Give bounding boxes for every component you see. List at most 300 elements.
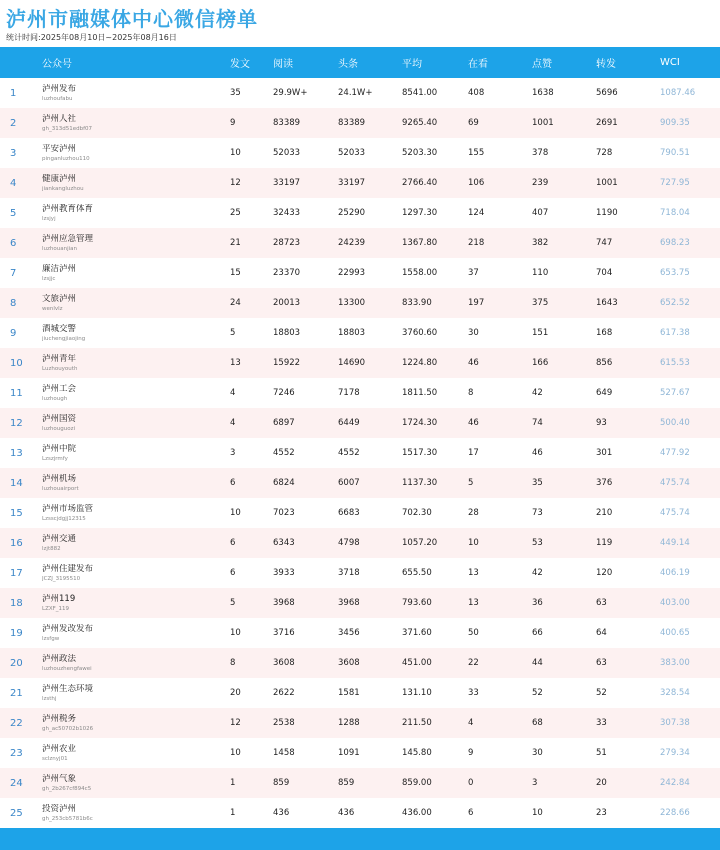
cell-posts: 8: [230, 658, 236, 668]
cell-reads: 28723: [273, 238, 301, 248]
account-id: Lzszjrmfy: [42, 455, 68, 462]
cell-rank: 2: [10, 117, 17, 129]
cell-average: 1517.30: [402, 448, 438, 458]
cell-top: 18803: [338, 328, 366, 338]
cell-average: 9265.40: [402, 118, 438, 128]
cell-watching: 218: [468, 238, 485, 248]
cell-reads: 29.9W+: [273, 88, 308, 98]
account-name[interactable]: 泸州农业: [42, 743, 77, 754]
cell-average: 5203.30: [402, 148, 438, 158]
cell-reads: 32433: [273, 208, 301, 218]
cell-likes: 74: [532, 418, 543, 428]
column-header-wci[interactable]: WCI: [660, 57, 680, 68]
cell-reads: 7023: [273, 508, 295, 518]
cell-posts: 24: [230, 298, 241, 308]
table-row[interactable]: [0, 648, 720, 678]
cell-shares: 63: [596, 598, 607, 608]
cell-average: 1224.80: [402, 358, 438, 368]
account-name[interactable]: 文旅泸州: [42, 293, 77, 304]
table-row[interactable]: [0, 678, 720, 708]
account-name[interactable]: 泸州税务: [42, 713, 77, 724]
table-row[interactable]: [0, 108, 720, 138]
column-header-shares[interactable]: 转发: [596, 59, 616, 70]
cell-posts: 25: [230, 208, 241, 218]
table-row[interactable]: [0, 168, 720, 198]
cell-shares: 649: [596, 388, 613, 398]
cell-reads: 15922: [273, 358, 301, 368]
table-row[interactable]: [0, 618, 720, 648]
cell-rank: 3: [10, 147, 17, 159]
cell-account[interactable]: [42, 444, 230, 463]
cell-watching: 22: [468, 658, 479, 668]
cell-wci: 400.65: [660, 628, 690, 638]
account-id: jiankangluzhou: [42, 185, 84, 192]
account-name[interactable]: 泸州生态环境: [42, 683, 94, 694]
account-id: lzsthj: [42, 695, 57, 702]
cell-rank: 14: [10, 477, 23, 489]
cell-likes: 1001: [532, 118, 554, 128]
account-id: luzhouguozi: [42, 425, 75, 432]
cell-posts: 20: [230, 688, 241, 698]
cell-rank: 20: [10, 657, 23, 669]
cell-likes: 36: [532, 598, 543, 608]
table-row[interactable]: [0, 318, 720, 348]
cell-average: 211.50: [402, 718, 432, 728]
account-id: luzhouzhengfawei: [42, 665, 92, 672]
cell-reads: 23370: [273, 268, 301, 278]
cell-average: 145.80: [402, 748, 432, 758]
cell-shares: 747: [596, 238, 613, 248]
cell-watching: 0: [468, 778, 474, 788]
cell-rank: 17: [10, 567, 23, 579]
cell-watching: 46: [468, 358, 479, 368]
cell-shares: 5696: [596, 88, 618, 98]
cell-account[interactable]: [42, 294, 230, 313]
cell-posts: 10: [230, 508, 241, 518]
cell-likes: 66: [532, 628, 543, 638]
cell-shares: 23: [596, 808, 607, 818]
cell-posts: 6: [230, 478, 236, 488]
cell-shares: 51: [596, 748, 607, 758]
cell-rank: 16: [10, 537, 23, 549]
account-id: LZXF_119: [42, 605, 70, 612]
cell-wci: 279.34: [660, 748, 690, 758]
cell-watching: 37: [468, 268, 479, 278]
cell-reads: 436: [273, 808, 290, 818]
cell-wci: 228.66: [660, 808, 690, 818]
cell-wci: 406.19: [660, 568, 690, 578]
table-row[interactable]: [0, 198, 720, 228]
cell-account[interactable]: [42, 204, 230, 223]
cell-posts: 35: [230, 88, 241, 98]
cell-reads: 3933: [273, 568, 295, 578]
cell-average: 859.00: [402, 778, 432, 788]
cell-watching: 155: [468, 148, 485, 158]
account-id: luzhouairport: [42, 485, 79, 492]
cell-reads: 3968: [273, 598, 295, 608]
cell-reads: 33197: [273, 178, 301, 188]
table-row[interactable]: [0, 288, 720, 318]
cell-shares: 704: [596, 268, 613, 278]
cell-likes: 44: [532, 658, 543, 668]
cell-reads: 52033: [273, 148, 301, 158]
account-name[interactable]: 泸州发布: [42, 83, 77, 94]
cell-account[interactable]: [42, 114, 230, 133]
account-id: jiuchengjiaojing: [42, 335, 86, 342]
cell-posts: 10: [230, 628, 241, 638]
cell-wci: 307.38: [660, 718, 690, 728]
account-id: luzhouanjian: [42, 245, 78, 252]
cell-likes: 35: [532, 478, 543, 488]
cell-average: 702.30: [402, 508, 432, 518]
cell-account[interactable]: [42, 504, 230, 523]
cell-likes: 30: [532, 748, 543, 758]
cell-watching: 8: [468, 388, 474, 398]
cell-rank: 5: [10, 207, 17, 219]
cell-watching: 28: [468, 508, 479, 518]
account-name[interactable]: 泸州住建发布: [42, 563, 94, 574]
account-id: lzsfgw: [42, 635, 60, 642]
cell-wci: 242.84: [660, 778, 690, 788]
cell-likes: 151: [532, 328, 549, 338]
cell-likes: 10: [532, 808, 543, 818]
account-name[interactable]: 泸州交通: [42, 533, 77, 544]
cell-likes: 110: [532, 268, 549, 278]
column-header-watching[interactable]: 在看: [468, 59, 488, 70]
account-name[interactable]: 泸州发改发布: [42, 623, 94, 634]
cell-rank: 10: [10, 357, 23, 369]
cell-average: 1057.20: [402, 538, 438, 548]
account-id: lzsjyj: [42, 215, 56, 222]
cell-account[interactable]: [42, 264, 230, 283]
account-id: gh_ac50702b1026: [42, 725, 94, 732]
table-row[interactable]: [0, 138, 720, 168]
table-header: [0, 47, 720, 78]
cell-likes: 68: [532, 718, 543, 728]
cell-likes: 407: [532, 208, 549, 218]
cell-posts: 13: [230, 358, 241, 368]
cell-likes: 73: [532, 508, 543, 518]
table-row[interactable]: [0, 78, 720, 108]
cell-account[interactable]: [42, 774, 230, 793]
cell-wci: 475.74: [660, 478, 690, 488]
account-name[interactable]: 泸州中院: [42, 443, 77, 454]
cell-wci: 617.38: [660, 328, 690, 338]
table-row[interactable]: [0, 228, 720, 258]
account-name[interactable]: 泸州工会: [42, 383, 77, 394]
cell-watching: 5: [468, 478, 474, 488]
account-name[interactable]: 泸州教育体育: [42, 203, 94, 214]
cell-wci: 383.00: [660, 658, 690, 668]
cell-top: 4798: [338, 538, 360, 548]
cell-rank: 22: [10, 717, 23, 729]
cell-posts: 6: [230, 568, 236, 578]
column-header-likes[interactable]: 点赞: [532, 59, 552, 70]
cell-watching: 50: [468, 628, 479, 638]
account-name[interactable]: 廉洁泸州: [42, 263, 77, 274]
cell-top: 1091: [338, 748, 360, 758]
cell-rank: 19: [10, 627, 23, 639]
cell-shares: 856: [596, 358, 613, 368]
account-name[interactable]: 泸州市场监管: [42, 503, 94, 514]
cell-top: 859: [338, 778, 355, 788]
cell-wci: 328.54: [660, 688, 690, 698]
table-row[interactable]: [0, 558, 720, 588]
cell-watching: 30: [468, 328, 479, 338]
cell-reads: 3608: [273, 658, 295, 668]
cell-top: 14690: [338, 358, 366, 368]
cell-posts: 4: [230, 388, 236, 398]
column-header-average[interactable]: 平均: [402, 59, 422, 70]
cell-rank: 1: [10, 87, 17, 99]
account-id: wenlvlz: [42, 305, 63, 312]
cell-wci: 718.04: [660, 208, 690, 218]
cell-watching: 33: [468, 688, 479, 698]
cell-posts: 10: [230, 148, 241, 158]
cell-account[interactable]: [42, 234, 230, 253]
cell-likes: 375: [532, 298, 549, 308]
cell-average: 793.60: [402, 598, 432, 608]
cell-reads: 3716: [273, 628, 295, 638]
cell-average: 833.90: [402, 298, 432, 308]
cell-shares: 1190: [596, 208, 618, 218]
cell-rank: 7: [10, 267, 17, 279]
account-id: gh_313d51edbf07: [42, 125, 93, 132]
cell-account[interactable]: [42, 384, 230, 403]
cell-rank: 6: [10, 237, 17, 249]
cell-posts: 5: [230, 598, 236, 608]
cell-watching: 124: [468, 208, 485, 218]
page-subtitle: 统计时间:2025年08月10日~2025年08月16日: [6, 33, 177, 42]
cell-posts: 21: [230, 238, 241, 248]
account-name[interactable]: 泸州国资: [42, 413, 77, 424]
account-id: lzjt882: [42, 545, 61, 552]
account-id: sclznyj01: [42, 755, 68, 762]
cell-account[interactable]: [42, 84, 230, 103]
cell-shares: 301: [596, 448, 613, 458]
cell-likes: 378: [532, 148, 549, 158]
cell-likes: 239: [532, 178, 549, 188]
cell-wci: 475.74: [660, 508, 690, 518]
cell-top: 6683: [338, 508, 360, 518]
table-row[interactable]: [0, 768, 720, 798]
table-row[interactable]: [0, 438, 720, 468]
cell-average: 371.60: [402, 628, 432, 638]
cell-posts: 12: [230, 718, 241, 728]
cell-shares: 119: [596, 538, 613, 548]
page-header: [0, 0, 720, 47]
cell-top: 13300: [338, 298, 366, 308]
cell-watching: 106: [468, 178, 485, 188]
table-row[interactable]: [0, 468, 720, 498]
column-header-posts[interactable]: 发文: [230, 59, 250, 70]
cell-top: 25290: [338, 208, 366, 218]
cell-average: 1367.80: [402, 238, 438, 248]
cell-top: 22993: [338, 268, 366, 278]
cell-account[interactable]: [42, 624, 230, 643]
cell-reads: 6343: [273, 538, 295, 548]
table-row[interactable]: [0, 378, 720, 408]
cell-top: 52033: [338, 148, 366, 158]
cell-wci: 909.35: [660, 118, 690, 128]
cell-rank: 4: [10, 177, 17, 189]
table-row[interactable]: [0, 708, 720, 738]
account-name[interactable]: 泸州气象: [42, 773, 77, 784]
account-name[interactable]: 投资泸州: [42, 803, 77, 814]
cell-reads: 6897: [273, 418, 295, 428]
cell-posts: 1: [230, 808, 236, 818]
cell-likes: 382: [532, 238, 549, 248]
column-header-account[interactable]: 公众号: [42, 59, 72, 70]
cell-reads: 4552: [273, 448, 295, 458]
cell-reads: 2538: [273, 718, 295, 728]
cell-top: 3718: [338, 568, 360, 578]
cell-average: 131.10: [402, 688, 432, 698]
cell-posts: 12: [230, 178, 241, 188]
table-row[interactable]: [0, 498, 720, 528]
cell-account[interactable]: [42, 804, 230, 823]
table-row[interactable]: [0, 258, 720, 288]
account-name[interactable]: 酒城交警: [42, 323, 77, 334]
cell-top: 24239: [338, 238, 366, 248]
cell-account[interactable]: [42, 684, 230, 703]
account-id: gh_2b267cf894c5: [42, 785, 92, 792]
cell-account[interactable]: [42, 174, 230, 193]
table-row[interactable]: [0, 798, 720, 828]
cell-rank: 15: [10, 507, 23, 519]
cell-posts: 9: [230, 118, 236, 128]
cell-account[interactable]: [42, 564, 230, 583]
account-name[interactable]: 泸州应急管理: [42, 233, 94, 244]
cell-rank: 8: [10, 297, 17, 309]
cell-shares: 20: [596, 778, 607, 788]
cell-reads: 18803: [273, 328, 301, 338]
cell-rank: 18: [10, 597, 23, 609]
cell-top: 7178: [338, 388, 360, 398]
account-id: lzsjjc: [42, 275, 56, 282]
cell-shares: 33: [596, 718, 607, 728]
cell-rank: 11: [10, 387, 23, 399]
cell-average: 2766.40: [402, 178, 438, 188]
cell-reads: 1458: [273, 748, 295, 758]
cell-rank: 12: [10, 417, 23, 429]
cell-shares: 728: [596, 148, 613, 158]
table-row[interactable]: [0, 588, 720, 618]
cell-wci: 727.95: [660, 178, 690, 188]
cell-wci: 477.92: [660, 448, 690, 458]
account-name[interactable]: 泸州机场: [42, 473, 77, 484]
cell-average: 1558.00: [402, 268, 438, 278]
table-row[interactable]: [0, 408, 720, 438]
cell-top: 83389: [338, 118, 366, 128]
page-title: 泸州市融媒体中心微信榜单: [6, 7, 258, 31]
cell-watching: 69: [468, 118, 479, 128]
cell-account[interactable]: [42, 594, 230, 613]
table-row[interactable]: [0, 528, 720, 558]
cell-reads: 7246: [273, 388, 295, 398]
cell-top: 3456: [338, 628, 360, 638]
account-name[interactable]: 泸州人社: [42, 113, 77, 124]
cell-shares: 93: [596, 418, 607, 428]
cell-rank: 25: [10, 807, 23, 819]
cell-average: 1811.50: [402, 388, 438, 398]
account-id: gh_253cb5781b6c: [42, 815, 93, 822]
cell-account[interactable]: [42, 714, 230, 733]
cell-reads: 859: [273, 778, 290, 788]
cell-wci: 652.52: [660, 298, 690, 308]
cell-account[interactable]: [42, 324, 230, 343]
cell-average: 8541.00: [402, 88, 438, 98]
cell-likes: 1638: [532, 88, 554, 98]
cell-shares: 2691: [596, 118, 618, 128]
cell-reads: 83389: [273, 118, 301, 128]
cell-watching: 9: [468, 748, 474, 758]
cell-top: 1581: [338, 688, 360, 698]
cell-top: 33197: [338, 178, 366, 188]
cell-shares: 210: [596, 508, 613, 518]
cell-wci: 527.67: [660, 388, 690, 398]
table-row[interactable]: [0, 738, 720, 768]
cell-likes: 3: [532, 778, 538, 788]
cell-likes: 42: [532, 568, 543, 578]
cell-account[interactable]: [42, 744, 230, 763]
cell-account[interactable]: [42, 414, 230, 433]
cell-account[interactable]: [42, 654, 230, 673]
cell-watching: 6: [468, 808, 474, 818]
column-header-reads[interactable]: 阅读: [273, 59, 293, 70]
cell-watching: 13: [468, 568, 479, 578]
cell-wci: 615.53: [660, 358, 690, 368]
cell-account[interactable]: [42, 144, 230, 163]
column-header-top[interactable]: 头条: [338, 59, 358, 70]
cell-account[interactable]: [42, 534, 230, 553]
cell-likes: 53: [532, 538, 543, 548]
cell-rank: 13: [10, 447, 23, 459]
cell-account[interactable]: [42, 474, 230, 493]
account-name[interactable]: 泸州青年: [42, 353, 77, 364]
cell-wci: 698.23: [660, 238, 690, 248]
cell-shares: 64: [596, 628, 607, 638]
cell-posts: 3: [230, 448, 236, 458]
account-name[interactable]: 泸州政法: [42, 653, 77, 664]
cell-watching: 13: [468, 598, 479, 608]
table-row[interactable]: [0, 348, 720, 378]
cell-wci: 1087.46: [660, 88, 696, 98]
account-name[interactable]: 泸州119: [42, 593, 76, 604]
account-name[interactable]: 健康泸州: [42, 173, 77, 184]
cell-account[interactable]: [42, 354, 230, 373]
cell-likes: 166: [532, 358, 549, 368]
cell-top: 3608: [338, 658, 360, 668]
cell-watching: 197: [468, 298, 485, 308]
cell-posts: 6: [230, 538, 236, 548]
cell-wci: 790.51: [660, 148, 690, 158]
cell-watching: 10: [468, 538, 479, 548]
cell-rank: 21: [10, 687, 23, 699]
account-id: luzhough: [42, 395, 68, 402]
cell-rank: 23: [10, 747, 23, 759]
cell-watching: 4: [468, 718, 474, 728]
cell-shares: 63: [596, 658, 607, 668]
cell-posts: 1: [230, 778, 236, 788]
account-name[interactable]: 平安泸州: [42, 143, 77, 154]
cell-shares: 1001: [596, 178, 618, 188]
cell-rank: 9: [10, 327, 17, 339]
cell-reads: 20013: [273, 298, 301, 308]
table-footer-bar: [0, 828, 720, 850]
cell-average: 1137.30: [402, 478, 438, 488]
cell-shares: 52: [596, 688, 607, 698]
